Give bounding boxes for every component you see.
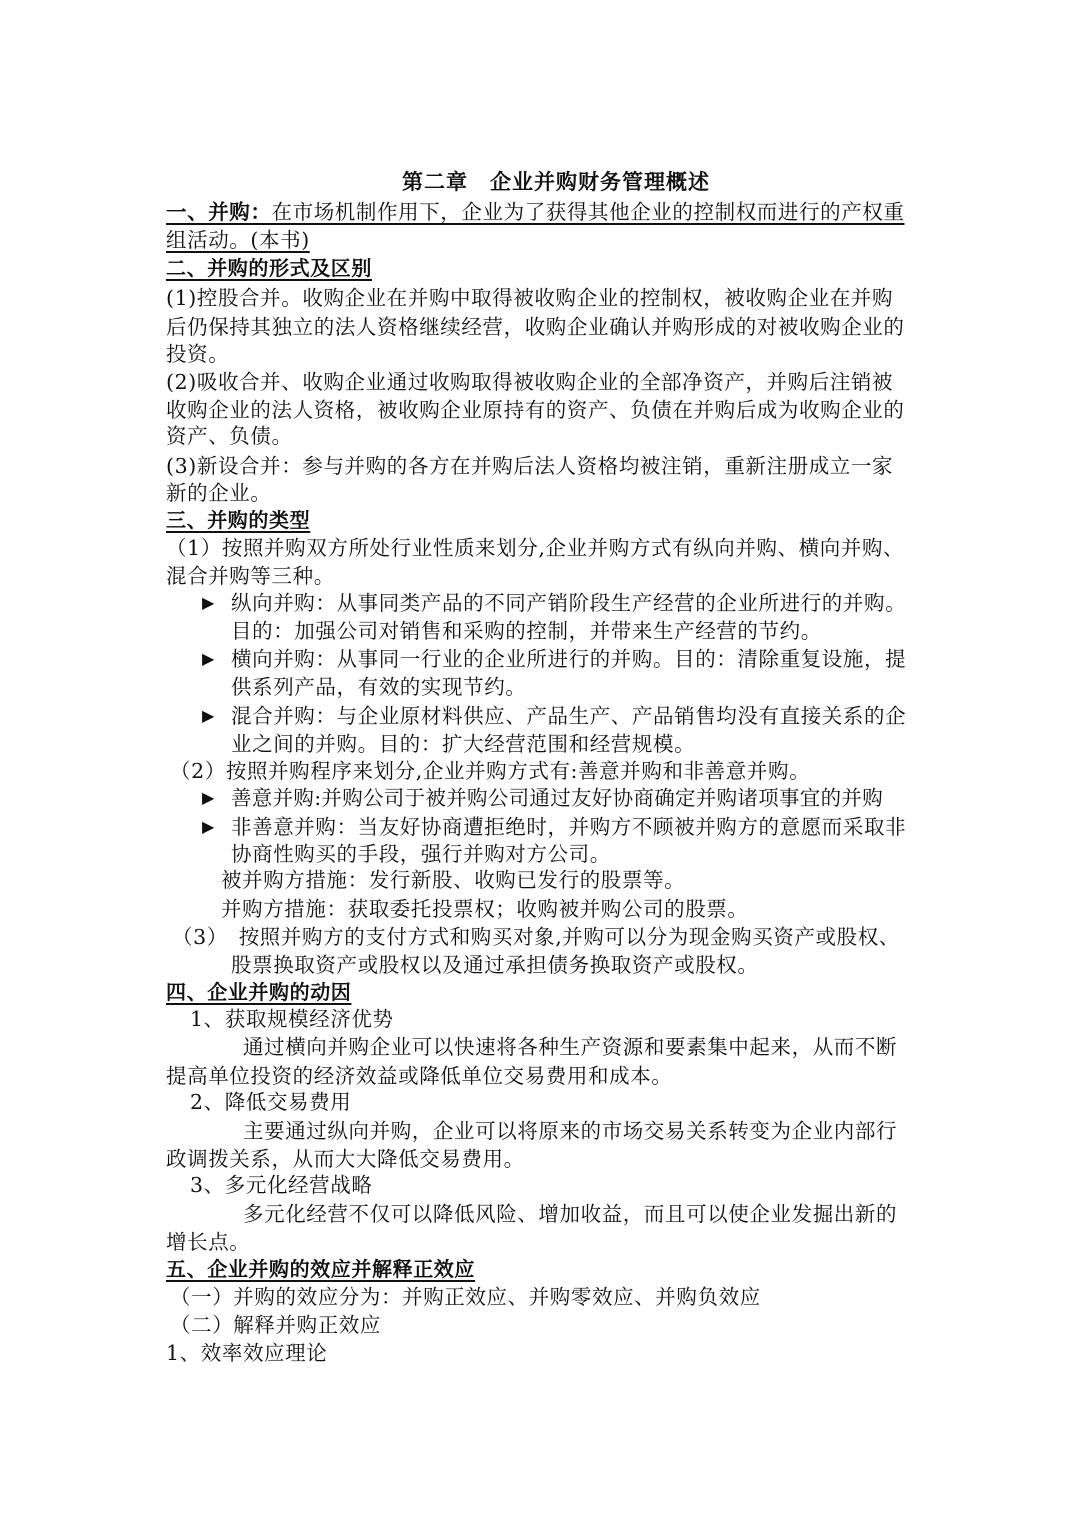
- paragraph-line: （3） 按照并购方的支付方式和购买对象,并购可以分为现金购买资产或股权、: [172, 925, 900, 949]
- paragraph-line: 1、效率效应理论: [166, 1341, 328, 1365]
- list-item-cont: 供系列产品，有效的实现节约。: [231, 675, 527, 699]
- paragraph-line: 增长点。: [166, 1230, 251, 1254]
- paragraph-line: 通过横向并购企业可以快速将各种生产资源和要素集中起来，从而不断: [243, 1035, 898, 1059]
- paragraph-line: (2)吸收合并、收购企业通过收购取得被收购企业的全部净资产，并购后注销被: [166, 370, 894, 394]
- right-triangle-icon: ▶: [202, 817, 215, 836]
- paragraph-line: 提高单位投资的经济效益或降低单位交易费用和成本。: [166, 1064, 673, 1088]
- right-triangle-icon: ▶: [202, 593, 215, 612]
- list-item: 混合并购：与企业原材料供应、产品生产、产品销售均没有直接关系的企: [231, 704, 907, 728]
- paragraph-line: 投资。: [166, 342, 230, 366]
- section1-definition: 在市场机制作用下，企业为了获得其他企业的控制权而进行的产权重: [271, 200, 905, 224]
- list-item: 2、降低交易费用: [190, 1090, 352, 1114]
- chapter-title: 第二章 企业并购财务管理概述: [402, 170, 710, 194]
- paragraph-line: 混合并购等三种。: [166, 564, 335, 588]
- list-item-cont: 业之间的并购。目的：扩大经营范围和经营规模。: [231, 732, 696, 756]
- paragraph-line: （1）按照并购双方所处行业性质来划分,企业并购方式有纵向并购、横向并购、: [166, 536, 905, 560]
- list-item-cont: 目的：加强公司对销售和采购的控制，并带来生产经营的节约。: [231, 619, 822, 643]
- paragraph-line: 股票换取资产或股权以及通过承担债务换取资产或股权。: [231, 953, 759, 977]
- paragraph-line: 主要通过纵向并购，企业可以将原来的市场交易关系转变为企业内部行: [243, 1119, 898, 1143]
- list-item: 1、获取规模经济优势: [190, 1007, 394, 1031]
- section5-heading: 五、企业并购的效应并解释正效应: [166, 1257, 475, 1281]
- paragraph-line: (3)新设合并：参与并购的各方在并购后法人资格均被注销，重新注册成立一家: [166, 454, 894, 478]
- section2-heading: 二、并购的形式及区别: [166, 256, 372, 280]
- list-item: 3、多元化经营战略: [190, 1173, 373, 1197]
- paragraph-line: 收购企业的法人资格，被收购企业原持有的资产、负债在并购后成为收购企业的: [166, 398, 905, 422]
- section3-heading: 三、并购的类型: [166, 508, 311, 532]
- paragraph-line: 新的企业。: [166, 481, 272, 505]
- list-item: 纵向并购：从事同类产品的不同产销阶段生产经营的企业所进行的并购。: [231, 591, 907, 615]
- right-triangle-icon: ▶: [202, 706, 215, 725]
- list-item: 非善意并购：当友好协商遭拒绝时，并购方不顾被并购方的意愿而采取非: [231, 815, 907, 839]
- paragraph-line: （2）按照并购程序来划分,企业并购方式有:善意并购和非善意并购。: [170, 759, 811, 783]
- paragraph-line: 政调拨关系，从而大大降低交易费用。: [166, 1147, 525, 1171]
- right-triangle-icon: ▶: [202, 649, 215, 668]
- paragraph-line: 多元化经营不仅可以降低风险、增加收益，而且可以使企业发掘出新的: [243, 1202, 898, 1226]
- list-item: 善意并购:并购公司于被并购公司通过友好协商确定并购诸项事宜的并购: [231, 786, 884, 810]
- paragraph-line: 被并购方措施：发行新股、收购已发行的股票等。: [221, 868, 686, 892]
- section1-line1: [166, 198, 905, 226]
- paragraph-line: 资产、负债。: [166, 424, 293, 448]
- list-item: 横向并购：从事同一行业的企业所进行的并购。目的：清除重复设施，提: [231, 647, 907, 671]
- section1-line2: 组活动。(本书): [166, 228, 310, 252]
- section1-heading: 一、并购：: [166, 200, 272, 224]
- paragraph-line: （一）并购的效应分为：并购正效应、并购零效应、并购负效应: [170, 1285, 761, 1309]
- paragraph-line: (1)控股合并。收购企业在并购中取得被收购企业的控制权，被收购企业在并购: [166, 286, 894, 310]
- paragraph-line: 并购方措施：获取委托投票权；收购被并购公司的股票。: [221, 897, 749, 921]
- right-triangle-icon: ▶: [202, 788, 215, 807]
- section4-heading: 四、企业并购的动因: [166, 980, 352, 1004]
- list-item-cont: 协商性购买的手段，强行并购对方公司。: [231, 842, 611, 866]
- paragraph-line: 后仍保持其独立的法人资格继续经营，收购企业确认并购形成的对被收购企业的: [166, 315, 905, 339]
- paragraph-line: （二）解释并购正效应: [170, 1313, 381, 1337]
